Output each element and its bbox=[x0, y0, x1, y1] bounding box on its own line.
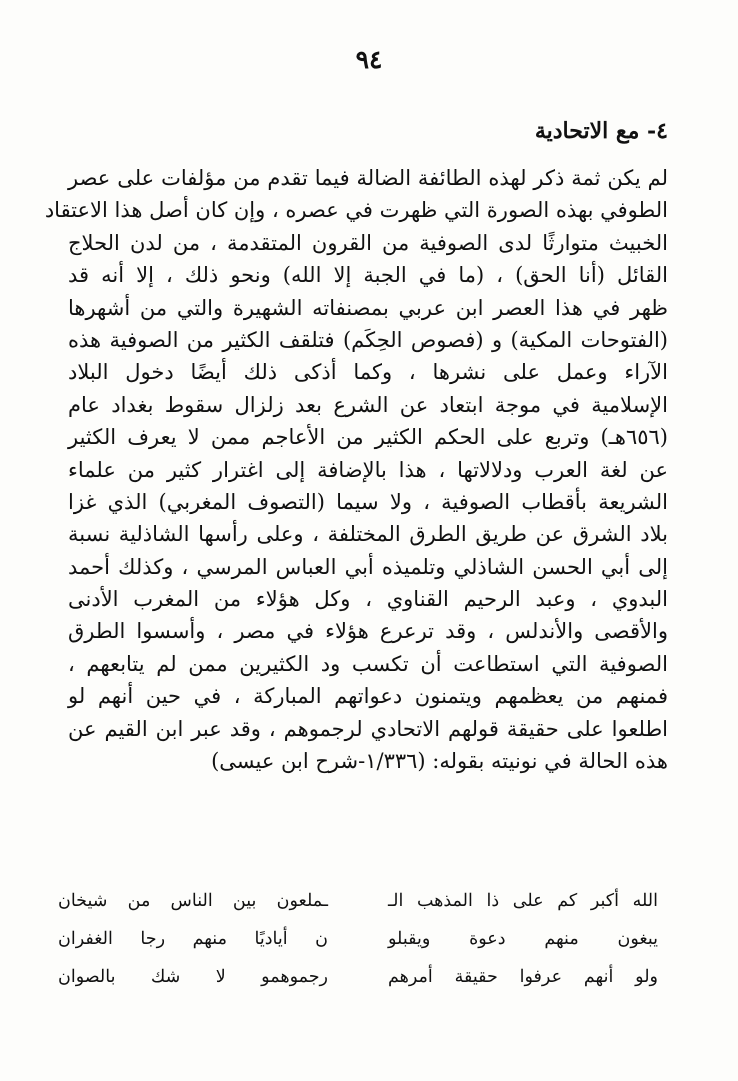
paragraph-line: الخبيث متوارثًا لدى الصوفية من القرون المتقدمة ، من لدن الحلاج bbox=[68, 230, 668, 255]
verse-first-hemistich: الله أكبر كم على ذا المذهب الـ bbox=[388, 891, 658, 911]
paragraph-line: اطلعوا على حقيقة قولهم الاتحادي لرجموهم ، وقد عبر ابن القيم عن bbox=[68, 716, 668, 741]
paragraph-line: والأقصى والأندلس ، وقد ترعرع هؤلاء في مصر ، وأسسوا الطرق bbox=[68, 619, 668, 644]
poem-verse bbox=[58, 883, 658, 921]
poem-verse bbox=[58, 959, 658, 997]
verse-first-hemistich: يبغون منهم دعوة ويقبلو bbox=[388, 929, 658, 949]
poem-verses bbox=[58, 883, 658, 997]
paragraph-line: عن لغة العرب ودلالاتها ، هذا بالإضافة إلى اغترار كثير من علماء bbox=[68, 457, 668, 482]
paragraph-line: الإسلامية في موجة ابتعاد عن الشرع بعد زلزال سقوط بغداد عام bbox=[68, 392, 668, 417]
paragraph-line: فمنهم من يعظمهم ويتمنون دعواتهم المباركة ، في حين أنهم لو bbox=[68, 684, 668, 709]
verse-second-hemistich: ن أياديًا منهم رجا الغفران bbox=[58, 929, 328, 949]
paragraph-line: الطوفي بهذه الصورة التي ظهرت في عصره ، وإن كان أصل هذا الاعتقاد bbox=[44, 198, 668, 223]
paragraph-line: الشريعة بأقطاب الصوفية ، ولا سيما (التصوف المغربي) الذي غزا bbox=[68, 489, 668, 514]
section-heading: ٤- مع الاتحادية bbox=[534, 118, 668, 144]
paragraph-line: هذه الحالة في نونيته بقوله: (١/٣٣٦-شرح ابن عيسى) bbox=[211, 749, 668, 774]
verse-second-hemistich: ـملعون بين الناس من شيخان bbox=[58, 891, 328, 911]
body-paragraph bbox=[44, 162, 668, 777]
verse-first-hemistich: ولو أنهم عرفوا حقيقة أمرهم bbox=[388, 967, 658, 987]
paragraph-line: بلاد الشرق عن طريق الطرق المختلفة ، وعلى رأسها الشاذلية نسبة bbox=[68, 522, 668, 547]
paragraph-line: البدوي ، وعبد الرحيم القناوي ، وكل هؤلاء من المغرب الأدنى bbox=[68, 587, 668, 612]
paragraph-line: القائل (أنا الحق) ، (ما في الجبة إلا الله) ونحو ذلك ، إلا أنه قد bbox=[68, 263, 668, 288]
verse-second-hemistich: رجموهمو لا شك بالصوان bbox=[58, 967, 328, 987]
paragraph-line: الآراء وعمل على نشرها ، وكما أذكى ذلك أيضًا دخول البلاد bbox=[68, 360, 668, 385]
paragraph-line: إلى أبي الحسن الشاذلي وتلميذه أبي العباس المرسي ، وكذلك أحمد bbox=[68, 554, 668, 579]
paragraph-line: ظهر في هذا العصر ابن عربي بمصنفاته الشهيرة والتي من أشهرها bbox=[68, 295, 668, 320]
paragraph-line: (٦٥٦هـ) وتربع على الحكم الكثير من الأعاجم ممن لا يعرف الكثير bbox=[68, 425, 668, 450]
paragraph-line: لم يكن ثمة ذكر لهذه الطائفة الضالة فيما تقدم من مؤلفات على عصر bbox=[68, 166, 668, 190]
paragraph-line: الصوفية التي استطاعت أن تكسب ود الكثيرين ممن لم يتابعهم ، bbox=[68, 651, 668, 676]
paragraph-line: (الفتوحات المكية) و (فصوص الحِكَم) فتلقف الكثير من الصوفية هذه bbox=[68, 327, 668, 352]
poem-verse bbox=[58, 921, 658, 959]
page-number: ٩٤ bbox=[355, 45, 383, 74]
